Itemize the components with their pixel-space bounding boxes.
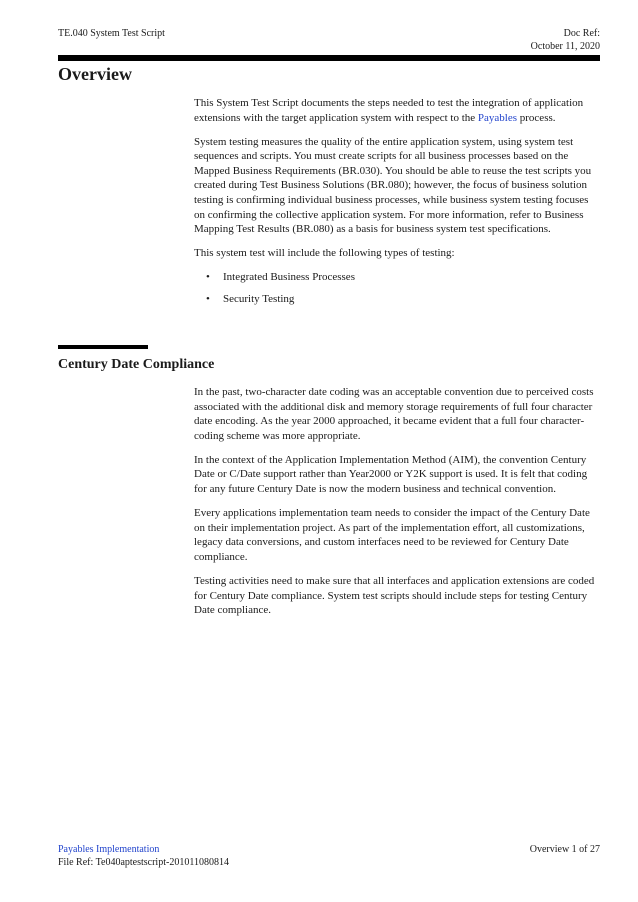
overview-paragraph-1 [194,96,600,125]
century-paragraph-4: Testing activities need to make sure that all interfaces and application extensions are coded for Century Date compliance. System test scripts should include steps for testing Century Date compliance. [194,575,595,617]
footer-page-number: Overview 1 of 27 [529,844,600,855]
bullet-icon: • [206,293,210,306]
overview-p1-text: This System Test Script documents the steps needed to test the integration of application extensions with the target application system with respect to the [194,97,584,124]
bullet-icon: • [206,271,210,284]
overview-paragraph-2: System testing measures the quality of the entire application system, using system test sequences and scripts. You must create scripts for all business processes based on the Mapped Business Requirements (BR.030). You should be able to reuse the test scripts you created during Test Business Solutions (BR.080); however, the focus of business solution testing is confirming individual business processes, while business system testing focuses on confirming the collective application system. For more information, refer to Business Mapping Test Results (BR.080) as a basis for business system test specifications. [194,135,592,236]
list-item [194,292,600,307]
section-rule [58,345,148,349]
overview-p1-tail: process. [517,111,556,124]
doc-ref-block [531,27,600,53]
overview-heading: Overview [58,64,132,84]
footer-project: Payables Implementation [58,844,160,855]
footer-left [58,843,229,869]
century-body [194,385,600,627]
payables-link[interactable]: Payables [477,111,518,124]
header-rule [58,55,600,61]
doc-ref-label: Doc Ref: [563,28,600,39]
century-heading: Century Date Compliance [58,357,215,372]
list-item-label: Security Testing [223,293,295,306]
overview-paragraph-3: This system test will include the following types of testing: [194,247,455,260]
overview-body [194,96,600,314]
list-item [194,270,600,285]
century-paragraph-3: Every applications implementation team needs to consider the impact of the Century Date on their implementation project. As part of the implementation effort, all customizations, legacy data conversions, and custom interfaces need to be reviewed for Century Date compliance. [194,507,590,563]
footer-file-ref: File Ref: Te040aptestscript-201011080814 [58,857,229,868]
century-paragraph-2: In the context of the Application Implementation Method (AIM), the convention Century Date or C/Date support rather than Year2000 or Y2K support is used. It is felt that coding for any future Century Date is now the modern business and technical convention. [194,453,588,496]
doc-date: October 11, 2020 [530,41,600,52]
century-paragraph-1: In the past, two-character date coding was an acceptable convention due to perceived costs associated with the additional disk and memory storage requirements of full four character date encoding. As the year 2000 approached, it became evident that a full four character-coding scheme was more appropriate. [194,386,594,442]
document-title: TE.040 System Test Script [58,28,165,39]
testing-types-list [194,270,600,306]
list-item-label: Integrated Business Processes [223,271,355,284]
